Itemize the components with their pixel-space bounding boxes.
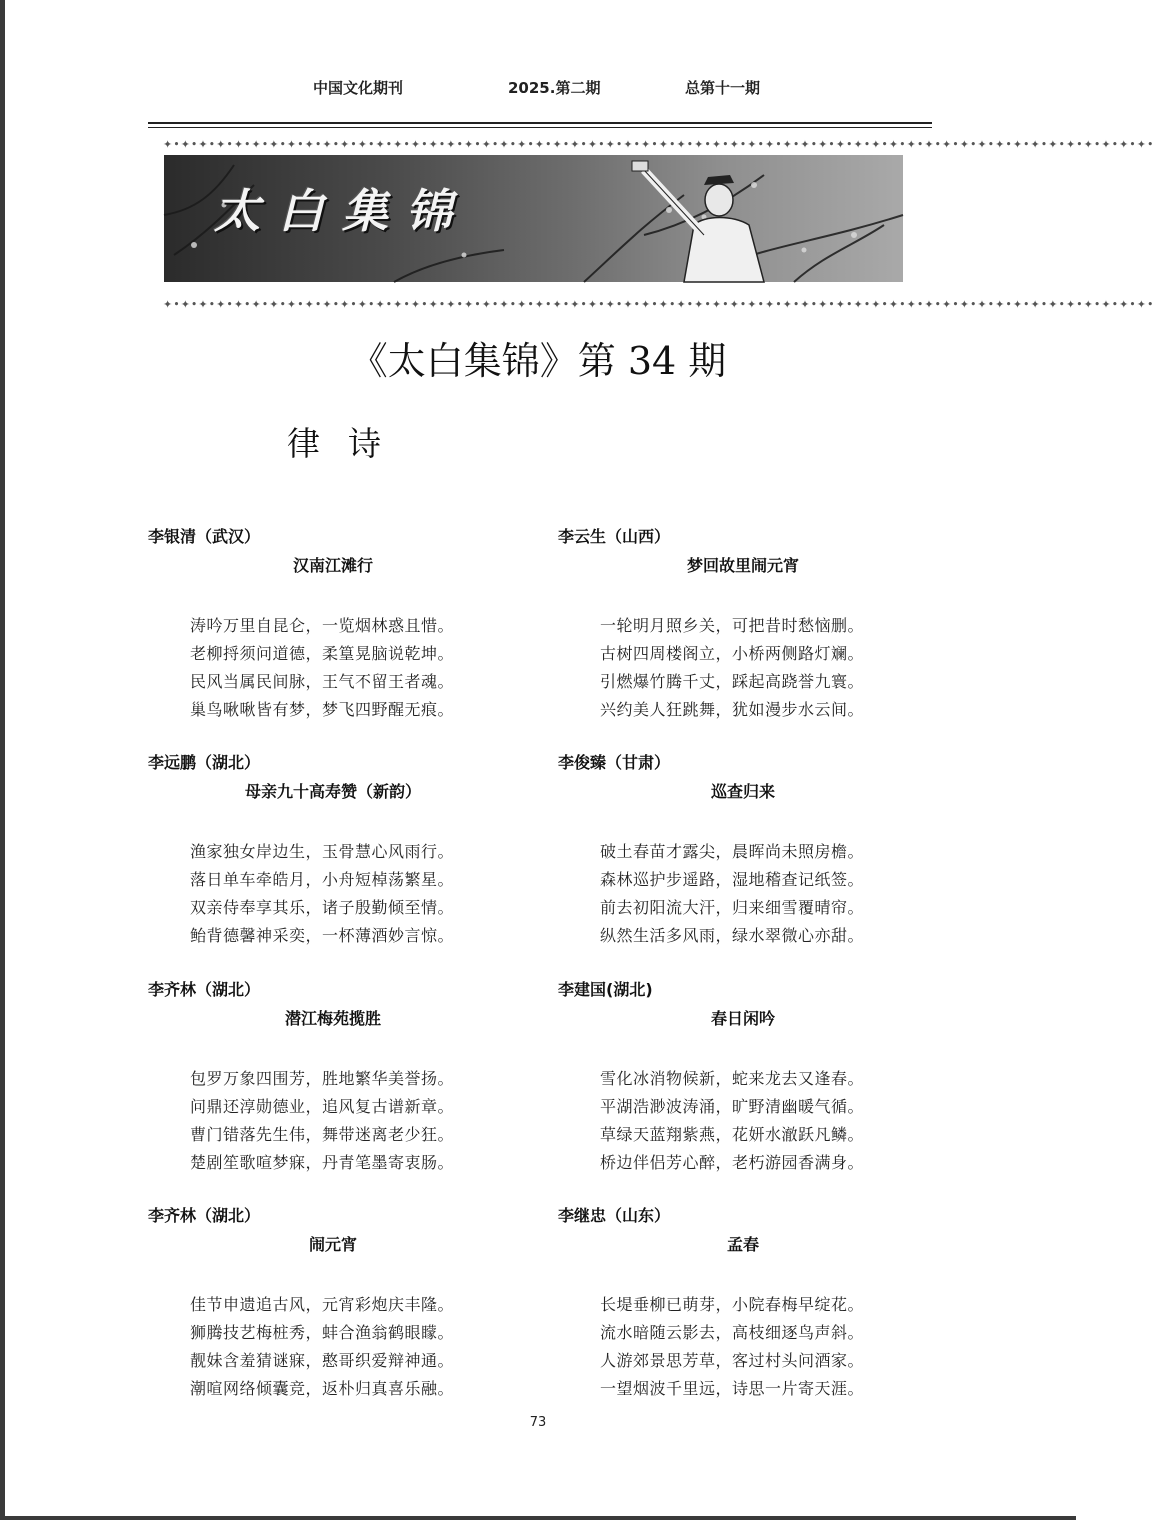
page-left-border <box>0 0 5 1520</box>
poem-line: 曹门错落先生伟，舞带迷离老少狂。 <box>190 1125 455 1144</box>
poem-title: 春日闲吟 <box>710 1009 775 1028</box>
poem-line: 楚剧笙歌喧梦寐，丹青笔墨寄衷肠。 <box>190 1153 455 1172</box>
poem-line: 落日单车牵皓月，小舟短棹荡繁星。 <box>190 870 455 889</box>
poem-line: 涛吟万里自昆仑，一览烟林惑且惜。 <box>190 616 455 635</box>
poem-author: 李建国(湖北) <box>558 980 653 999</box>
poem-line: 古树四周楼阁立，小桥两侧路灯斓。 <box>600 644 865 663</box>
poem-lines <box>558 1291 958 1403</box>
poem-line: 雪化冰消物候新，蛇来龙去又逢春。 <box>600 1069 865 1088</box>
poem-line: 包罗万象四围芳，胜地繁华美誉扬。 <box>190 1069 455 1088</box>
banner-image <box>164 155 903 282</box>
poem-lines <box>148 1291 548 1403</box>
poem-title: 母亲九十高寿赞（新韵） <box>244 782 421 801</box>
poem-author: 李继忠（山东） <box>558 1206 671 1225</box>
header-rule-thick <box>148 122 932 124</box>
poem-block <box>148 1206 548 1403</box>
poem-lines <box>148 612 548 724</box>
poem-line: 民风当属民间脉，王气不留王者魂。 <box>190 672 455 691</box>
poem-block <box>148 980 548 1177</box>
banner-title: 太白集锦 <box>214 184 470 238</box>
poem-line: 平湖浩渺波涛涌，旷野清幽暖气循。 <box>600 1097 865 1116</box>
poem-lines <box>148 838 548 950</box>
total-issue: 总第十一期 <box>685 79 761 97</box>
poem-lines <box>558 838 958 950</box>
poem-line: 桥边伴侣芳心醉，老朽游园香满身。 <box>600 1153 865 1172</box>
poem-line: 佳节申遗追古风，元宵彩炮庆丰隆。 <box>190 1295 455 1314</box>
poem-line: 引燃爆竹腾千丈，踩起高跷誉九寰。 <box>600 672 865 691</box>
journal-name: 中国文化期刊 <box>313 79 404 97</box>
poem-line: 一望烟波千里远，诗思一片寄天涯。 <box>600 1379 865 1398</box>
poem-line: 一轮明月照乡关，可把昔时愁恼删。 <box>600 616 865 635</box>
poem-line: 兴约美人狂跳舞，犹如漫步水云间。 <box>600 700 865 719</box>
poem-line: 鲐背德馨神采奕，一杯薄酒妙言惊。 <box>190 926 455 945</box>
page-number: 73 <box>529 1415 547 1430</box>
poem-line: 双亲侍奉享其乐，诸子殷勤倾至情。 <box>190 898 455 917</box>
poem-line: 狮腾技艺梅桩秀，蚌合渔翁鹤眼矇。 <box>190 1323 455 1342</box>
poem-author: 李云生（山西） <box>558 527 671 546</box>
issue-title: 《太白集锦》第 34 期 <box>349 339 727 383</box>
poem-title: 梦回故里闹元宵 <box>686 556 799 575</box>
poem-author: 李齐林（湖北） <box>148 1206 261 1225</box>
poem-title: 孟春 <box>726 1235 759 1254</box>
decorative-border-top: ✦•✦•✦•✦•✦•✦•✦•✦•✦•✦•✦•✦•✦•✦•✦•✦•✦•✦•✦•✦•✦•✦•✦•✦•✦•✦•✦•✦•✦•✦•✦•✦•✦•✦•✦•✦•✦•✦•✦•✦•✦•✦•✦•✦•✦•✦•✦•✦•✦•✦•✦•✦•✦•✦•✦•✦• <box>163 138 1154 151</box>
poem-title: 闹元宵 <box>308 1235 357 1254</box>
poem-block <box>558 753 958 950</box>
poem-author: 李俊臻（甘肃） <box>558 753 671 772</box>
poem-line: 人游郊景思芳草，客过村头问酒家。 <box>600 1351 865 1370</box>
poem-line: 草绿天蓝翔紫燕，花妍水澈跃凡鳞。 <box>600 1125 865 1144</box>
poem-author: 李远鹏（湖北） <box>148 753 261 772</box>
poem-block <box>558 527 958 724</box>
poem-lines <box>558 1065 958 1177</box>
poem-line: 前去初阳流大汗，归来细雪覆晴帘。 <box>600 898 865 917</box>
poem-line: 靓妹含羞猜谜寐，憨哥织爱辩神通。 <box>190 1351 455 1370</box>
poem-lines <box>558 612 958 724</box>
poem-block <box>148 753 548 950</box>
poem-line: 潮喧网络倾囊竞，返朴归真喜乐融。 <box>190 1379 455 1398</box>
issue-date: 2025.第二期 <box>508 79 601 97</box>
poem-block <box>148 527 548 724</box>
poem-line: 渔家独女岸边生，玉骨慧心风雨行。 <box>190 842 455 861</box>
poem-lines <box>148 1065 548 1177</box>
poem-line: 流水暗随云影去，高枝细逐鸟声斜。 <box>600 1323 865 1342</box>
poem-title: 汉南江滩行 <box>292 556 373 575</box>
poem-line: 巢鸟啾啾皆有梦，梦飞四野醒无痕。 <box>190 700 455 719</box>
poem-block <box>558 1206 958 1403</box>
poem-line: 老柳捋须问道德，柔篁晃脑说乾坤。 <box>190 644 455 663</box>
poem-line: 纵然生活多风雨，绿水翠微心亦甜。 <box>600 926 865 945</box>
page-bottom-border <box>0 1516 1076 1520</box>
poem-title: 潜江梅苑揽胜 <box>284 1009 381 1028</box>
poem-author: 李齐林（湖北） <box>148 980 261 999</box>
poem-line: 问鼎还淳勋德业，追风复古谱新章。 <box>190 1097 455 1116</box>
poem-author: 李银清（武汉） <box>148 527 261 546</box>
poem-block <box>558 980 958 1177</box>
poem-line: 森林巡护步遥路，湿地稽查记纸签。 <box>600 870 865 889</box>
poem-line: 长堤垂柳已萌芽，小院春梅早绽花。 <box>600 1295 865 1314</box>
poem-title: 巡查归来 <box>710 782 775 801</box>
decorative-border-bottom: ✦•✦•✦•✦•✦•✦•✦•✦•✦•✦•✦•✦•✦•✦•✦•✦•✦•✦•✦•✦•✦•✦•✦•✦•✦•✦•✦•✦•✦•✦•✦•✦•✦•✦•✦•✦•✦•✦•✦•✦•✦•✦•✦•✦•✦•✦•✦•✦•✦•✦•✦•✦•✦•✦•✦•✦• <box>163 298 1154 311</box>
section-title: 律诗 <box>287 424 409 463</box>
header-rule-thin <box>148 127 932 128</box>
poem-line: 破土春苗才露尖，晨晖尚未照房檐。 <box>600 842 865 861</box>
